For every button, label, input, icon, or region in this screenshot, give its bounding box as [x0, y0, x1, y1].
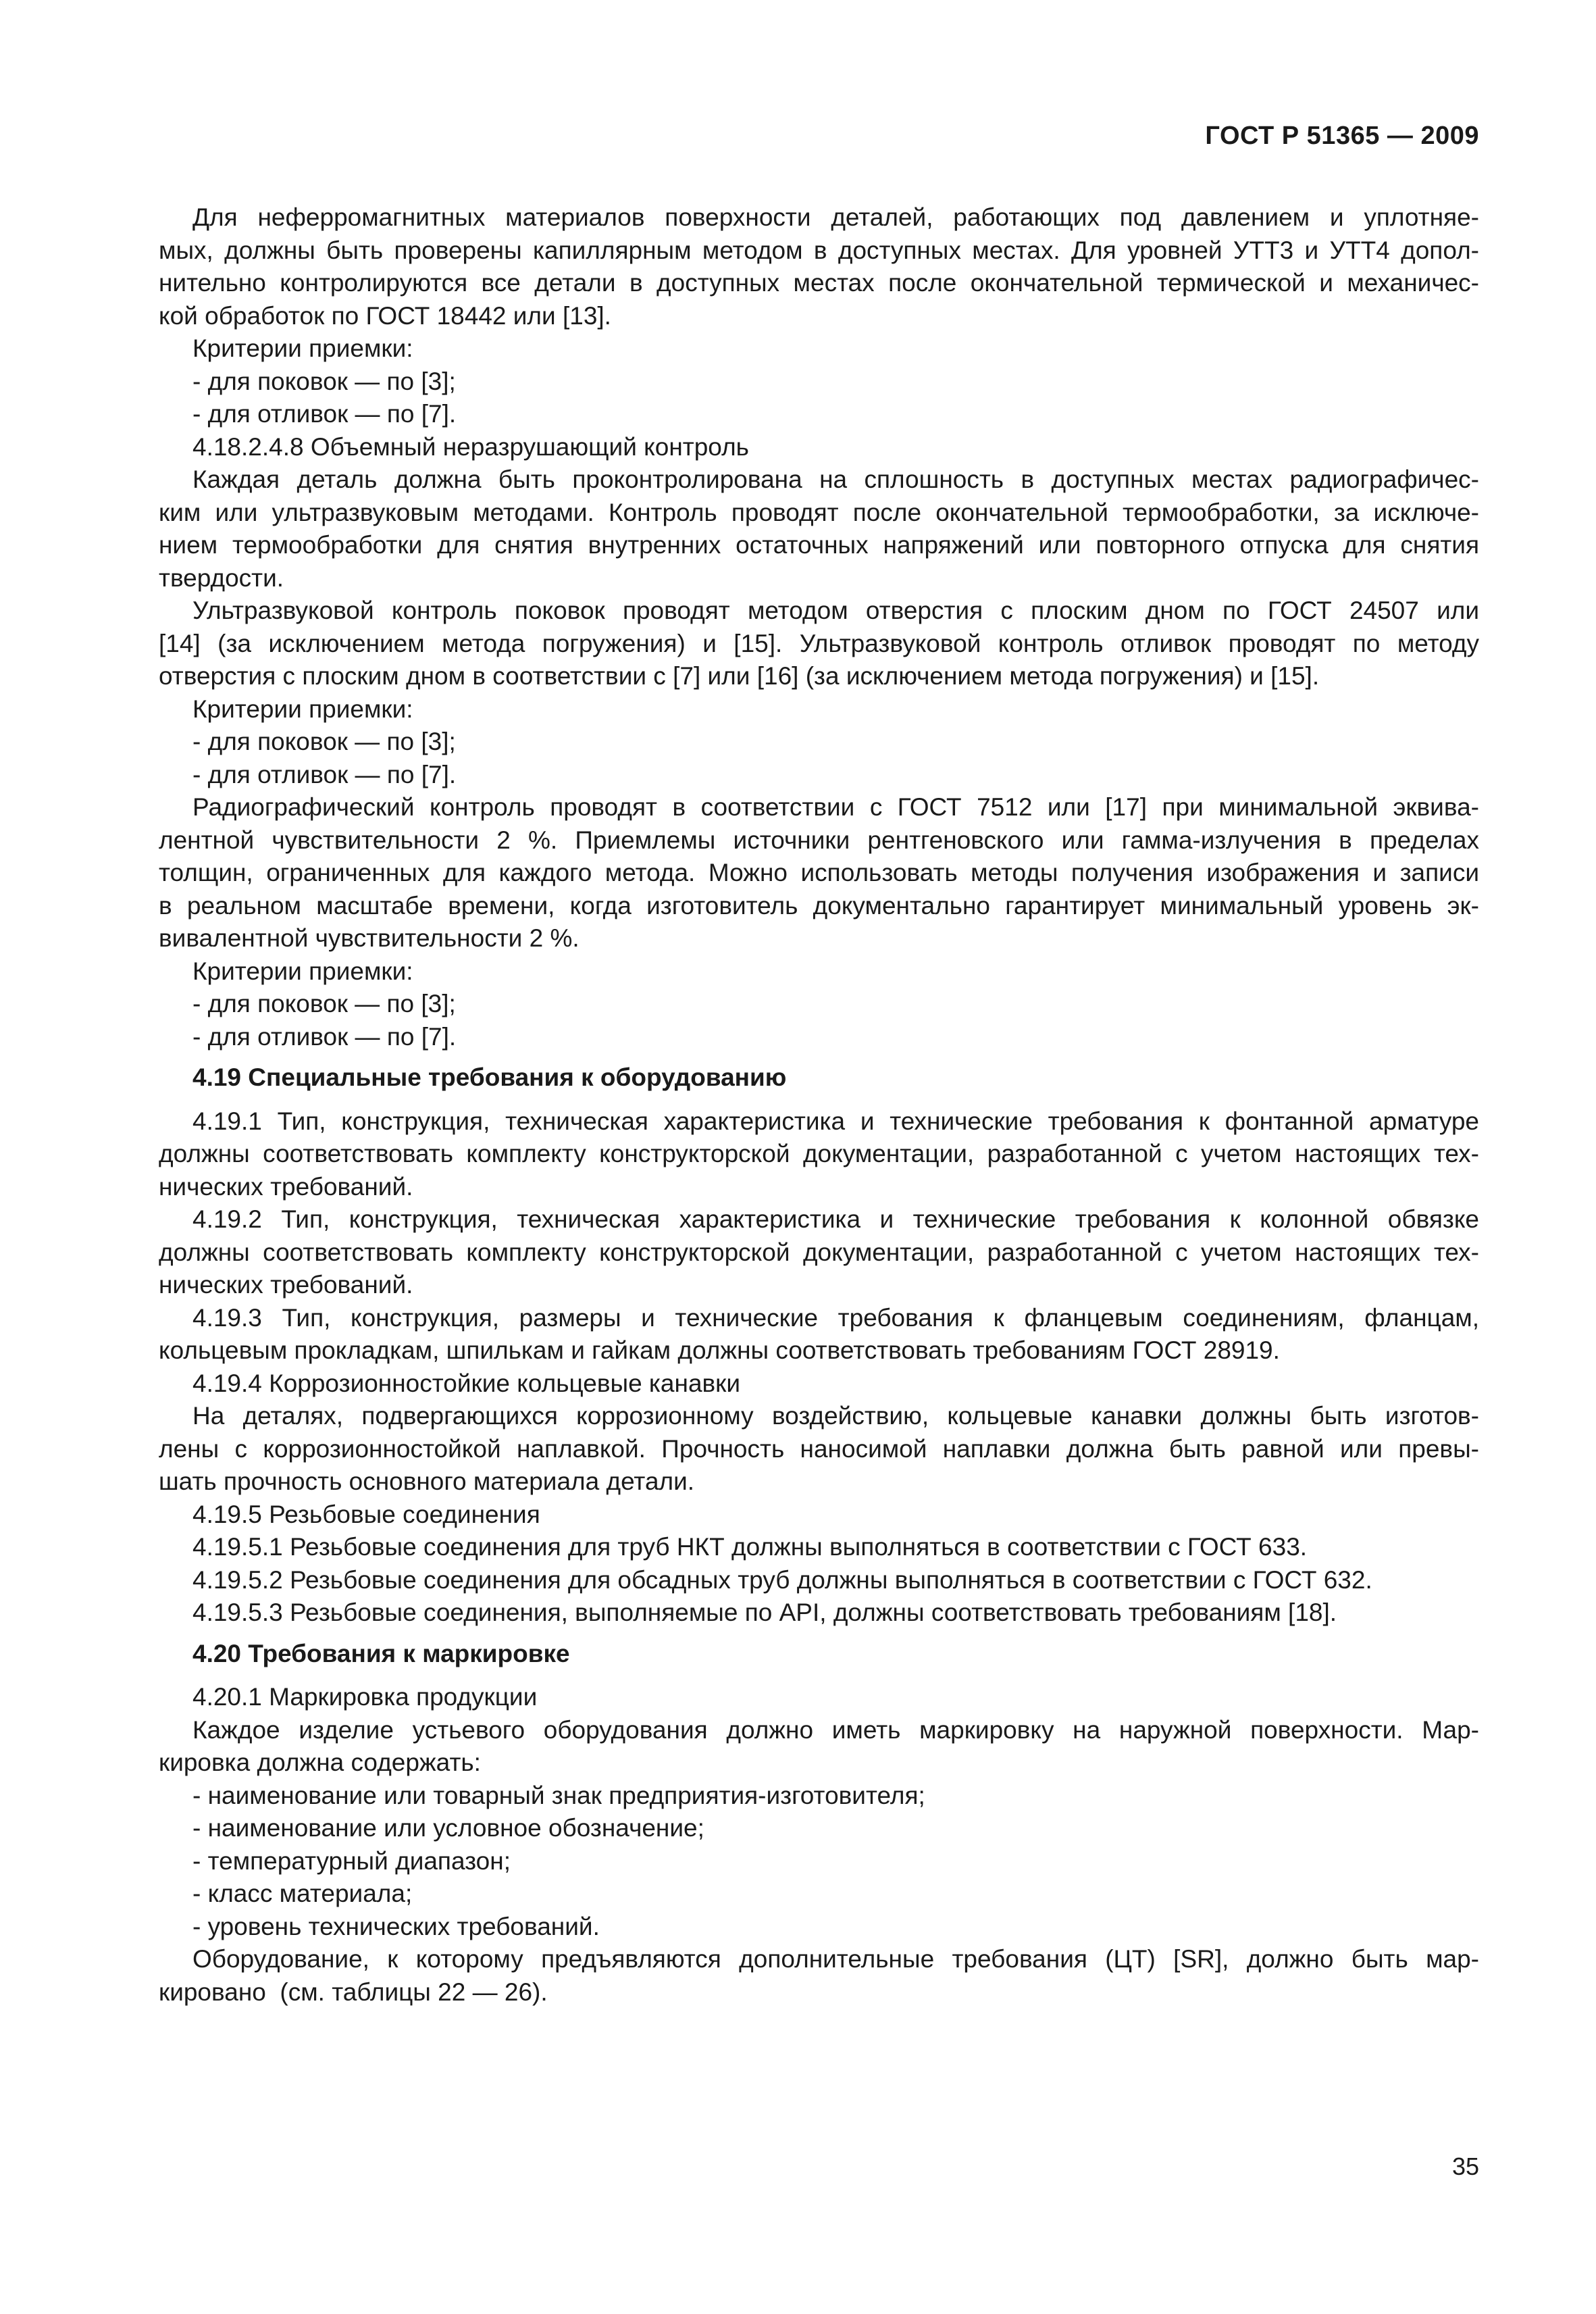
text-line: Каждое изделие устьевого оборудования должно иметь маркировку на наружной поверхности. Мар-: [192, 1715, 1479, 1744]
document-body: [159, 201, 1479, 2009]
text-line: в реальном масштабе времени, когда изготовитель документально гарантирует минимальный уровень эк-: [159, 891, 1479, 920]
paragraph-4-19-4: [159, 1400, 1479, 1499]
text-line: [14] (за исключением метода погружения) и [15]. Ультразвуковой контроль отливок проводят по методу: [159, 629, 1479, 657]
subsection-title: 4.18.2.4.8 Объемный неразрушающий контроль: [192, 432, 749, 461]
paragraph-4-19-2: [159, 1203, 1479, 1302]
text-line: вивалентной чувствительности 2 %.: [159, 924, 580, 952]
text-line: твердости.: [159, 563, 284, 592]
subsection-item: 4.19.5.3 Резьбовые соединения, выполняемые по API, должны соответствовать требованиям [18].: [192, 1599, 1337, 1626]
text-line: Каждая деталь должна быть проконтролирована на сплошность в доступных местах радиографичес-: [192, 466, 1479, 493]
list-item: - наименование или товарный знак предприятия-изготовителя;: [192, 1781, 925, 1809]
list-item: - уровень технических требований.: [192, 1912, 600, 1940]
list-item: - для поковок — по [3];: [192, 367, 456, 395]
list-item: - для отливок — по [7].: [192, 1022, 457, 1051]
list-item: - для отливок — по [7].: [192, 400, 457, 428]
list-item: - наименование или условное обозначение;: [192, 1814, 704, 1842]
paragraph-additional-requirements: [159, 1943, 1479, 2009]
section-heading: 4.19 Специальные требования к оборудованию: [192, 1063, 787, 1091]
acceptance-criteria-label: Критерии приемки:: [192, 334, 413, 362]
paragraph-radiographic-testing: [159, 791, 1479, 955]
text-line: отверстия с плоским дном в соответствии с [7] или [16] (за исключением метода погружения) и [15].: [159, 662, 1320, 690]
text-line: нических требований.: [159, 1271, 413, 1299]
text-line: лены с коррозионностойкой наплавкой. Прочность наносимой наплавки должна быть равной или превы-: [159, 1434, 1479, 1463]
text-line: нием термообработки для снятия внутренних остаточных напряжений или повторного отпуска для снятия: [159, 531, 1479, 559]
paragraph-ultrasonic-testing: [159, 595, 1479, 693]
subsection-item: 4.19.5.1 Резьбовые соединения для труб НКТ должны выполняться в соответствии с ГОСТ 633.: [192, 1533, 1308, 1561]
text-line: должны соответствовать комплекту конструкторской документации, разработанной с учетом настоящих тех-: [159, 1238, 1479, 1266]
text-line: Радиографический контроль проводят в соответствии с ГОСТ 7512 или [17] при минимальной эквива-: [192, 793, 1479, 821]
subsection-title: 4.19.5 Резьбовые соединения: [192, 1500, 540, 1528]
text-line: 4.19.2 Тип, конструкция, техническая характеристика и технические требования к колонной обвязке: [192, 1205, 1479, 1233]
text-line: 4.19.3 Тип, конструкция, размеры и технические требования к фланцевым соединениям, фланцам,: [192, 1303, 1479, 1332]
text-line: Оборудование, к которому предъявляются дополнительные требования (ЦТ) [SR], должно быть мар-: [192, 1945, 1479, 1973]
text-line: Ультразвуковой контроль поковок проводят методом отверстия с плоским дном по ГОСТ 24507 или: [192, 597, 1479, 624]
paragraph-volumetric-testing: [159, 463, 1479, 595]
text-line: мых, должны быть проверены капиллярным методом в доступных местах. Для уровней УТТ3 и УТТ4 допол-: [159, 236, 1479, 264]
text-line: нительно контролируются все детали в доступных местах после окончательной термической и механичес-: [159, 269, 1479, 297]
subsection-title: 4.19.4 Коррозионностойкие кольцевые канавки: [192, 1369, 741, 1397]
text-line: должны соответствовать комплекту конструкторской документации, разработанной с учетом настоящих тех-: [159, 1140, 1479, 1167]
section-heading: 4.20 Требования к маркировке: [192, 1639, 570, 1667]
acceptance-criteria-label: Критерии приемки:: [192, 695, 413, 723]
paragraph-4-19-3: [159, 1302, 1479, 1367]
page-number: 35: [1451, 2153, 1479, 2180]
text-line: кировка должна содержать:: [159, 1749, 481, 1776]
text-line: ким или ультразвуковым методами. Контроль проводят после окончательной термообработки, за исключе-: [159, 498, 1479, 526]
text-line: кольцевым прокладкам, шпилькам и гайкам должны соответствовать требованиям ГОСТ 28919.: [159, 1336, 1280, 1364]
text-line: кировано (см. таблицы 22 — 26).: [159, 1978, 548, 2006]
acceptance-criteria-label: Критерии приемки:: [192, 957, 413, 985]
text-line: Для неферромагнитных материалов поверхности деталей, работающих под давлением и уплотняе-: [192, 203, 1479, 231]
paragraph-4-20-1: [159, 1714, 1479, 1780]
document-header: ГОСТ Р 51365 — 2009: [1205, 122, 1479, 150]
list-item: - температурный диапазон;: [192, 1846, 511, 1875]
text-line: нических требований.: [159, 1172, 413, 1201]
list-item: - для отливок — по [7].: [192, 760, 457, 788]
subsection-item: 4.19.5.2 Резьбовые соединения для обсадных труб должны выполняться в соответствии с ГОСТ 632.: [192, 1565, 1372, 1594]
text-line: шать прочность основного материала детали.: [159, 1467, 695, 1495]
text-line: толщин, ограниченных для каждого метода. Можно использовать методы получения изображения и записи: [159, 859, 1479, 886]
text-line: кой обработок по ГОСТ 18442 или [13].: [159, 301, 611, 330]
paragraph-4-19-1: [159, 1105, 1479, 1204]
subsection-title: 4.20.1 Маркировка продукции: [192, 1683, 538, 1711]
text-line: лентной чувствительности 2 %. Приемлемы источники рентгеновского или гамма-излучения в пределах: [159, 826, 1479, 854]
text-line: 4.19.1 Тип, конструкция, техническая характеристика и технические требования к фонтанной арматуре: [192, 1107, 1479, 1135]
list-item: - класс материала;: [192, 1880, 413, 1907]
list-item: - для поковок — по [3];: [192, 990, 456, 1017]
paragraph-penetrant-testing: [159, 201, 1479, 332]
list-item: - для поковок — по [3];: [192, 728, 456, 755]
text-line: На деталях, подвергающихся коррозионному воздействию, кольцевые канавки должны быть изготов-: [192, 1402, 1479, 1430]
